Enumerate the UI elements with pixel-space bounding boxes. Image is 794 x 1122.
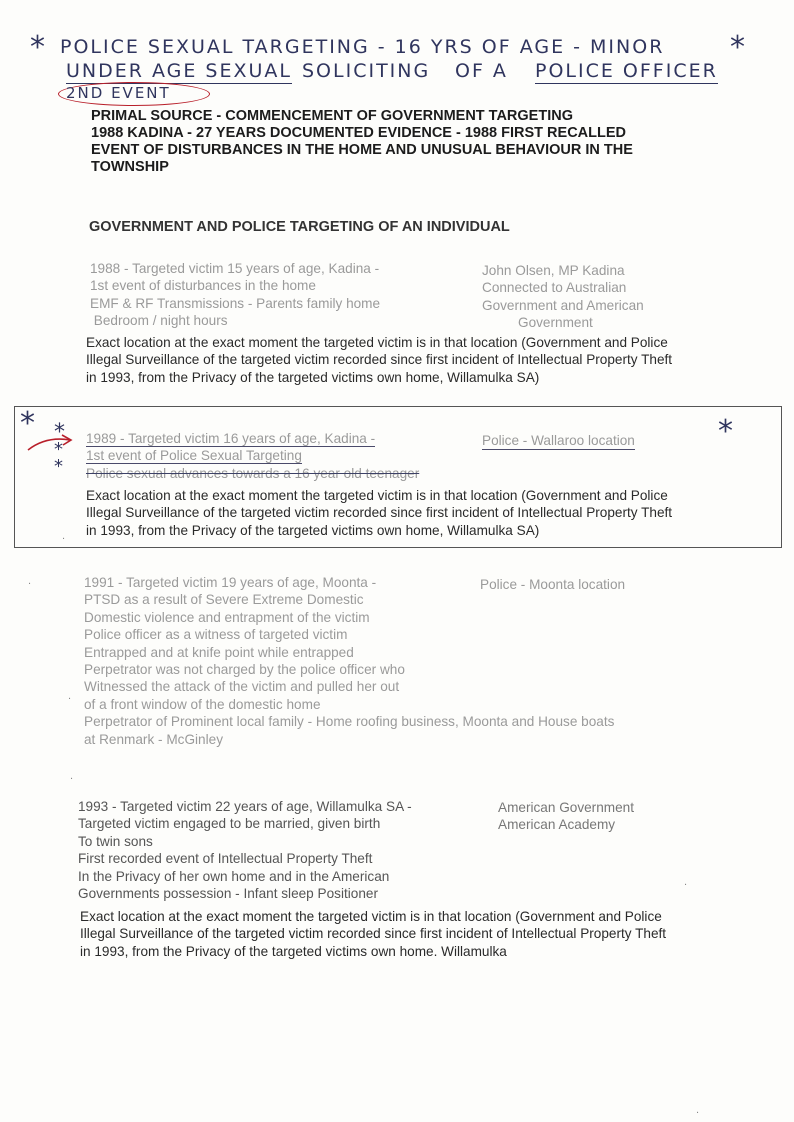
entry-line: 1st event of disturbances in the home [90,278,316,294]
entry-line: Illegal Surveillance of the targeted victim recorded since first incident of Intellectual Property Theft [80,926,667,942]
scan-speck: . [62,530,66,542]
entry-line: Perpetrator of Prominent local family - Home roofing business, Moonta and House boats [84,714,615,730]
entry-1989-right [482,432,635,450]
entry-line-text: 1st event of Police Sexual Targeting [86,448,302,464]
entry-line: Exact location at the exact moment the targeted victim is in that location (Government and Police [86,488,668,503]
scan-speck: . [28,575,32,587]
entry-line-text: 1989 - Targeted victim 16 years of age, Kadina - [86,431,376,446]
entry-line: John Olsen, MP Kadina [482,263,625,278]
entry-1993-body [80,908,666,960]
scan-speck: . [68,690,72,702]
entry-line: 1988 - Targeted victim 15 years of age, Kadina - [90,261,380,276]
entry-line: Illegal Surveillance of the targeted victim recorded since first incident of Intellectual Property Theft [86,352,673,368]
handwritten-annotation-underage: UNDER AGE SEXUAL [66,60,292,82]
entry-line: of a front window of the domestic home [84,696,321,712]
entry-line [86,447,419,464]
entry-line: in 1993, from the Privacy of the targeted victims own home, Willamulka SA) [86,522,540,538]
entry-line: in 1993, from the Privacy of the targeted victims own home. Willamulka [80,943,507,959]
entry-line: In the Privacy of her own home and in the American [78,868,390,884]
entry-line: Connected to Australian [482,280,627,296]
handwritten-star-icon: * [30,30,45,65]
red-arrow-icon [26,432,76,454]
entry-line: Perpetrator was not charged by the police officer who [84,662,405,678]
entry-1988-body [86,334,672,386]
entry-line: Witnessed the attack of the victim and pulled her out [84,679,400,695]
entry-line: Exact location at the exact moment the targeted victim is in that location (Government and Police [80,909,662,924]
handwritten-annotation-police-officer: POLICE OFFICER [535,60,718,82]
handwritten-star-icon: * [54,439,63,460]
entry-line [86,430,419,447]
entry-line: To twin sons [78,833,153,849]
entry-line: 1993 - Targeted victim 22 years of age, Willamulka SA - [78,799,412,814]
header-line: EVENT OF DISTURBANCES IN THE HOME AND UNUSUAL BEHAVIOUR IN THE [91,142,633,158]
entry-line: Governments possession - Infant sleep Positioner [78,886,378,902]
scan-speck: . [684,876,688,888]
entry-line: American Academy [498,817,616,833]
entry-line: Exact location at the exact moment the targeted victim is in that location (Government and Police [86,335,668,350]
entry-line: at Renmark - McGinley [84,731,223,747]
entry-1988-right [482,262,644,332]
handwritten-star-icon: * [20,406,35,441]
entry-line: American Government [498,800,634,815]
handwritten-annotation-of-a: OF A [455,60,508,82]
scan-speck: . [696,1104,700,1116]
handwritten-star-icon: * [54,420,65,445]
entry-line: Government and American [482,297,644,313]
document-header [91,108,711,176]
header-line: TOWNSHIP [91,159,169,175]
entry-line: 1991 - Targeted victim 19 years of age, Moonta - [84,575,377,590]
entry-1993-left [78,798,412,902]
header-line: 1988 KADINA - 27 YEARS DOCUMENTED EVIDENCE - 1988 FIRST RECALLED [91,125,626,141]
entry-line: Police officer as a witness of targeted victim [84,627,348,643]
entry-1991-right [480,576,625,593]
entry-1991-left [84,574,614,748]
entry-line: Police - Moonta location [480,577,626,592]
handwritten-annotation-soliciting: SOLICITING [302,60,431,82]
entry-line: Targeted victim engaged to be married, given birth [78,816,381,832]
handwritten-star-icon: * [718,414,733,449]
entry-1989-body [86,487,672,539]
entry-line-text: Police sexual advances towards a 16 year old teenager [86,465,420,481]
handwritten-event-label: 2ND EVENT [66,84,171,102]
entry-line: Police - Wallaroo location [482,432,635,450]
entry-1993-right [498,799,634,834]
entry-line: First recorded event of Intellectual Property Theft [78,851,373,867]
entry-line [86,465,419,482]
handwritten-star-icon: * [54,456,63,477]
entry-line: Domestic violence and entrapment of the victim [84,609,370,625]
entry-line: PTSD as a result of Severe Extreme Domestic [84,592,364,608]
entry-line: Entrapped and at knife point while entrapped [84,644,354,660]
section-title: GOVERNMENT AND POLICE TARGETING OF AN INDIVIDUAL [89,219,510,235]
entry-line: Government [518,315,593,331]
scan-speck: . [70,770,74,782]
entry-1989-left [86,430,419,482]
entry-line: in 1993, from the Privacy of the targeted victims own home, Willamulka SA) [86,369,540,385]
handwritten-star-icon: * [730,30,745,65]
handwritten-annotation-line1: POLICE SEXUAL TARGETING - 16 YRS OF AGE - MINOR [60,36,665,58]
entry-1988-left [90,260,380,330]
entry-line: Bedroom / night hours [90,313,228,329]
entry-line: Illegal Surveillance of the targeted victim recorded since first incident of Intellectual Property Theft [86,505,673,521]
header-line: PRIMAL SOURCE - COMMENCEMENT OF GOVERNMENT TARGETING [91,108,573,124]
entry-line: EMF & RF Transmissions - Parents family home [90,295,381,311]
